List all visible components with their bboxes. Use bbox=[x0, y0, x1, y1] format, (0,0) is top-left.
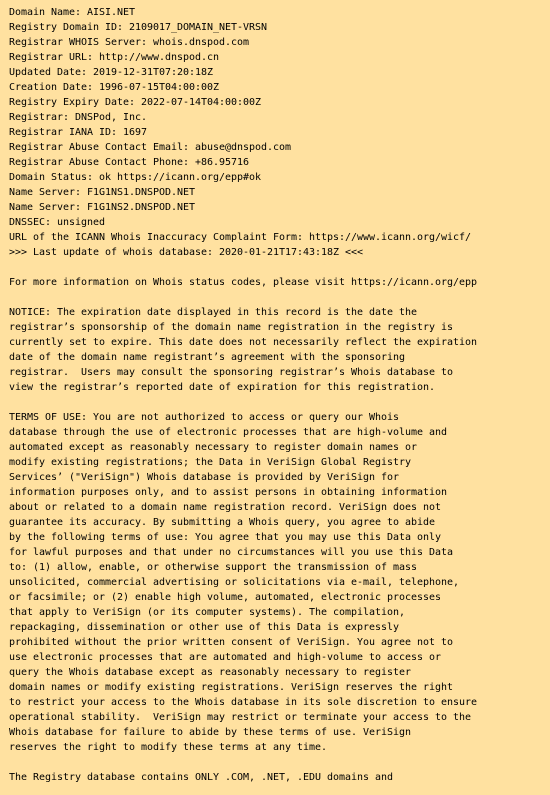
whois-line: domain names or modify existing registrations. VeriSign reserves the right bbox=[9, 682, 454, 693]
whois-line: Name Server: F1G1NS1.DNSPOD.NET bbox=[9, 187, 196, 198]
whois-line: query the Whois database except as reasonably necessary to register bbox=[9, 667, 412, 678]
whois-line: Domain Name: AISI.NET bbox=[9, 7, 136, 18]
whois-line: view the registrar’s reported date of expiration for this registration. bbox=[9, 382, 436, 393]
whois-line: NOTICE: The expiration date displayed in this record is the date the bbox=[9, 307, 418, 318]
whois-line: Registrar IANA ID: 1697 bbox=[9, 127, 148, 138]
whois-record bbox=[9, 5, 477, 785]
whois-line: use electronic processes that are automated and high-volume to access or bbox=[9, 652, 442, 663]
blank-line bbox=[9, 290, 477, 305]
whois-line: about or related to a domain name registration record. VeriSign does not bbox=[9, 502, 442, 513]
whois-line: Registrar WHOIS Server: whois.dnspod.com bbox=[9, 37, 250, 48]
whois-line: Updated Date: 2019-12-31T07:20:18Z bbox=[9, 67, 214, 78]
whois-line: that apply to VeriSign (or its computer systems). The compilation, bbox=[9, 607, 406, 618]
whois-line: DNSSEC: unsigned bbox=[9, 217, 106, 228]
whois-line: Registrar URL: http://www.dnspod.cn bbox=[9, 52, 220, 63]
whois-line: Name Server: F1G1NS2.DNSPOD.NET bbox=[9, 202, 196, 213]
whois-line: date of the domain name registrant’s agreement with the sponsoring bbox=[9, 352, 406, 363]
whois-line: repackaging, dissemination or other use of this Data is expressly bbox=[9, 622, 400, 633]
whois-line: guarantee its accuracy. By submitting a Whois query, you agree to abide bbox=[9, 517, 436, 528]
whois-line: registrar. Users may consult the sponsoring registrar’s Whois database to bbox=[9, 367, 454, 378]
whois-line: Services’ ("VeriSign") Whois database is provided by VeriSign for bbox=[9, 472, 400, 483]
whois-line: for lawful purposes and that under no circumstances will you use this Data bbox=[9, 547, 454, 558]
whois-line: information purposes only, and to assist persons in obtaining information bbox=[9, 487, 448, 498]
whois-line: or facsimile; or (2) enable high volume, automated, electronic processes bbox=[9, 592, 442, 603]
whois-line: prohibited without the prior written consent of VeriSign. You agree not to bbox=[9, 637, 454, 648]
whois-line: Registry Domain ID: 2109017_DOMAIN_NET-VRSN bbox=[9, 22, 268, 33]
blank-line bbox=[9, 260, 477, 275]
whois-line: URL of the ICANN Whois Inaccuracy Complaint Form: https://www.icann.org/wicf/ bbox=[9, 232, 472, 243]
whois-line: database through the use of electronic processes that are high-volume and bbox=[9, 427, 448, 438]
blank-line bbox=[9, 755, 477, 770]
whois-line: to restrict your access to the Whois database in its sole discretion to ensure bbox=[9, 697, 478, 708]
whois-line: by the following terms of use: You agree that you may use this Data only bbox=[9, 532, 442, 543]
whois-line: TERMS OF USE: You are not authorized to access or query our Whois bbox=[9, 412, 400, 423]
whois-line: to: (1) allow, enable, or otherwise support the transmission of mass bbox=[9, 562, 418, 573]
whois-line: currently set to expire. This date does not necessarily reflect the expiration bbox=[9, 337, 478, 348]
whois-line: >>> Last update of whois database: 2020-01-21T17:43:18Z <<< bbox=[9, 247, 364, 258]
whois-line: Registry Expiry Date: 2022-07-14T04:00:00Z bbox=[9, 97, 262, 108]
whois-line: Registrar Abuse Contact Email: abuse@dnspod.com bbox=[9, 142, 292, 153]
blank-line bbox=[9, 395, 477, 410]
whois-line: Whois database for failure to abide by these terms of use. VeriSign bbox=[9, 727, 412, 738]
whois-line: registrar’s sponsorship of the domain name registration in the registry is bbox=[9, 322, 454, 333]
whois-line: automated except as reasonably necessary to register domain names or bbox=[9, 442, 418, 453]
whois-line: reserves the right to modify these terms at any time. bbox=[9, 742, 328, 753]
whois-line: Domain Status: ok https://icann.org/epp#ok bbox=[9, 172, 262, 183]
whois-line: For more information on Whois status codes, please visit https://icann.org/epp bbox=[9, 277, 478, 288]
whois-line: Creation Date: 1996-07-15T04:00:00Z bbox=[9, 82, 220, 93]
whois-line: The Registry database contains ONLY .COM, .NET, .EDU domains and bbox=[9, 772, 394, 783]
whois-line: operational stability. VeriSign may restrict or terminate your access to the bbox=[9, 712, 472, 723]
whois-line: modify existing registrations; the Data in VeriSign Global Registry bbox=[9, 457, 412, 468]
whois-line: unsolicited, commercial advertising or solicitations via e-mail, telephone, bbox=[9, 577, 460, 588]
whois-line: Registrar: DNSPod, Inc. bbox=[9, 112, 148, 123]
whois-line: Registrar Abuse Contact Phone: +86.95716 bbox=[9, 157, 250, 168]
